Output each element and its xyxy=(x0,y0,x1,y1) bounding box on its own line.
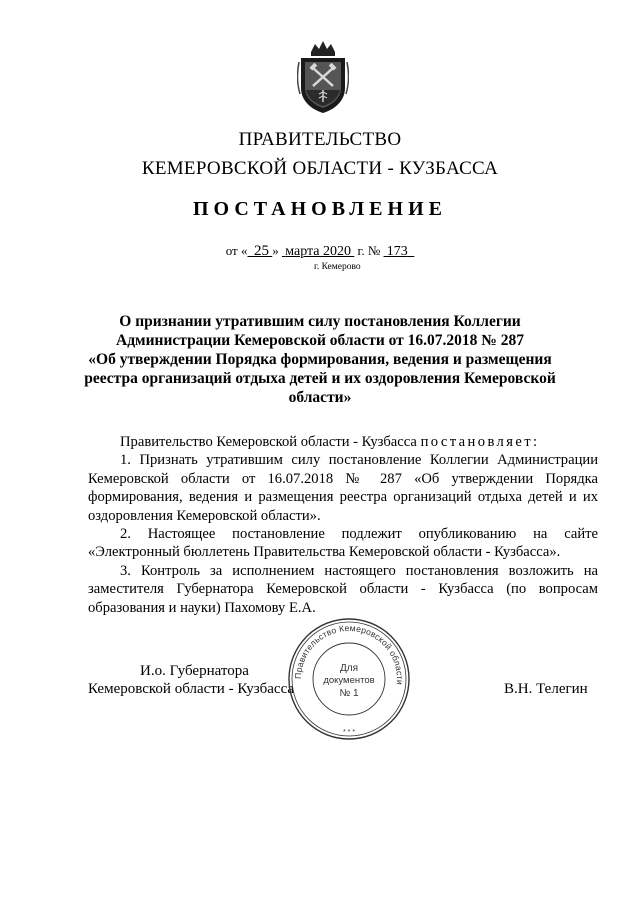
government-name-line2: КЕМЕРОВСКОЙ ОБЛАСТИ - КУЗБАССА xyxy=(141,158,499,179)
signatory-position-line1: И.о. Губернатора xyxy=(140,663,249,679)
body-item-3: 3. Контроль за исполнением настоящего постановления возложить на заместителя Губернатора Кемеровской области - Кузбасса (по вопросам образования и науки) Пахомову Е.А. xyxy=(88,562,598,616)
stamp-inner-line3: № 1 xyxy=(339,688,359,699)
dateline-from: от « xyxy=(225,243,248,258)
decree-heading: ПОСТАНОВЛЕНИЕ xyxy=(193,198,447,220)
decree-body xyxy=(88,433,598,617)
signatory-name: В.Н. Телегин xyxy=(504,681,588,697)
stamp-inner-line2: документов xyxy=(323,675,375,686)
svg-text:* * *: * * * xyxy=(342,729,356,736)
body-item-2: 2. Настоящее постановление подлежит опубликованию на сайте «Электронный бюллетень Правительства Кемеровской области - Кузбасса». xyxy=(88,526,598,561)
body-item-1: 1. Признать утратившим силу постановление Коллегии Администрации Кемеровской области от 16.07.2018 № 287 «Об утверждении Порядка формирования, ведения и размещения реестра организаций отдыха детей и их оздоровления Кемеровской области». xyxy=(88,452,598,524)
dateline-month-year: марта 2020 xyxy=(285,244,352,259)
dateline-day: 25 xyxy=(253,243,269,259)
body-intro: Правительство Кемеровской области - Кузбасса постановляет: xyxy=(120,434,540,450)
official-stamp xyxy=(287,617,411,741)
dateline-close-quote: » xyxy=(272,243,279,258)
title-line: области» xyxy=(288,389,352,406)
decree-dateline xyxy=(0,243,640,260)
dateline-number-sign: № xyxy=(367,243,381,258)
title-line: реестра организаций отдыха детей и их оздоровления Кемеровской xyxy=(84,370,556,387)
dateline-year-abbr: г. xyxy=(357,243,365,258)
title-line: «Об утверждении Порядка формирования, ведения и размещения xyxy=(88,351,552,368)
coat-of-arms-icon xyxy=(297,38,349,114)
title-line: О признании утратившим силу постановления Коллегии xyxy=(119,313,521,330)
stamp-inner-line1: Для xyxy=(339,663,359,674)
dateline-number: 173 xyxy=(386,244,408,259)
decree-title xyxy=(0,312,640,407)
government-name-line1: ПРАВИТЕЛЬСТВО xyxy=(238,129,402,150)
title-line: Администрации Кемеровской области от 16.07.2018 № 287 xyxy=(116,332,524,349)
stamp-ring-text: Правительство Кемеровской области xyxy=(292,622,406,686)
signatory-position-line2: Кемеровской области - Кузбасса xyxy=(88,681,295,697)
dateline-city: г. Кемерово xyxy=(314,262,361,272)
